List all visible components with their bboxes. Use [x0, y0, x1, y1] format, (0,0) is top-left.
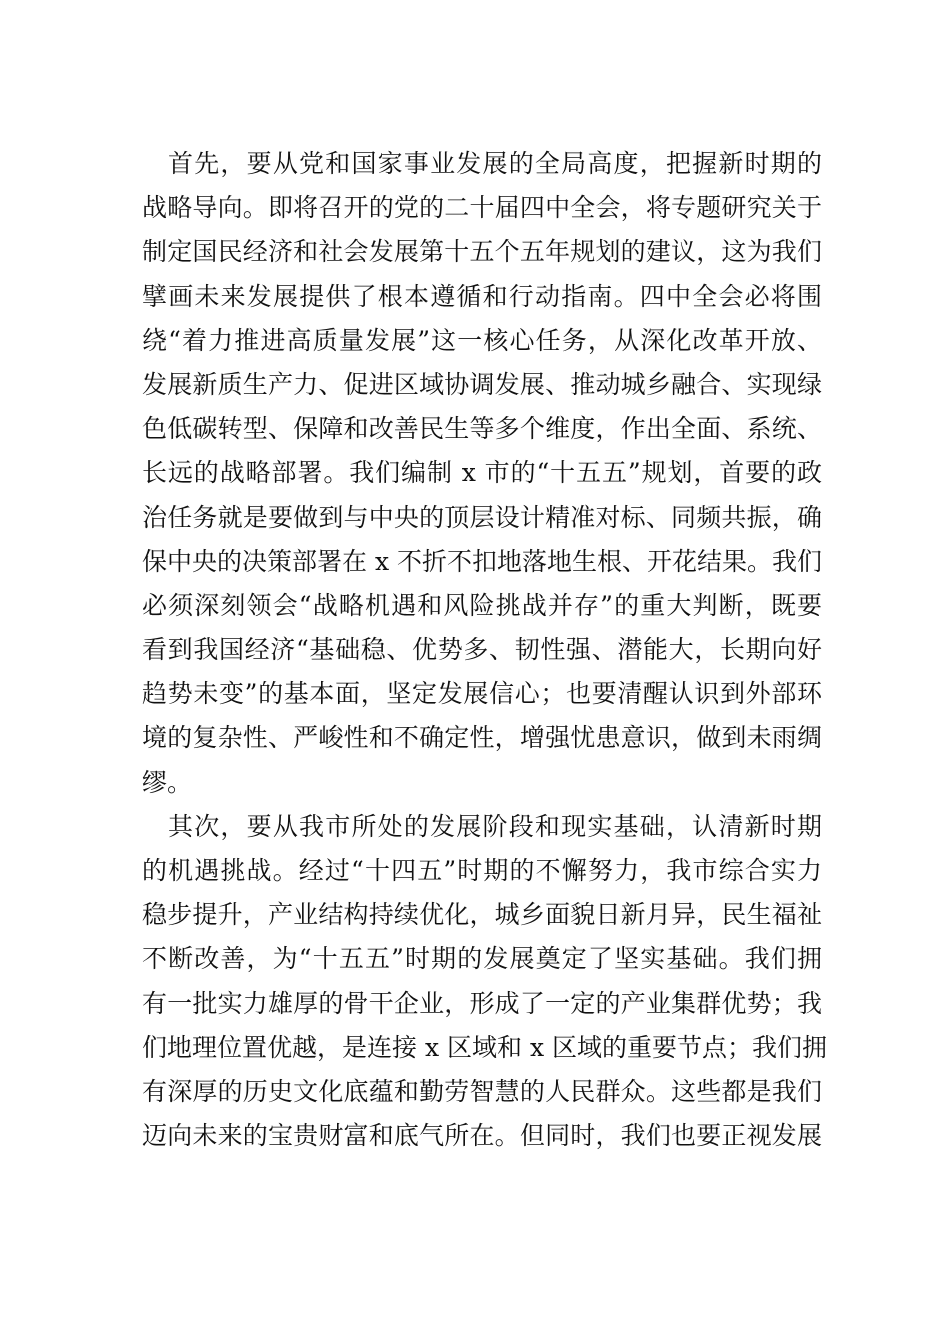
text-line: 们地理位置优越，是连接 x 区域和 x 区域的重要节点；我们拥: [142, 1032, 827, 1062]
text-line: 有深厚的历史文化底蕴和勤劳智慧的人民群众。这些都是我们: [142, 1076, 822, 1106]
text-line: 有一批实力雄厚的骨干企业，形成了一定的产业集群优势；我: [142, 988, 822, 1018]
text-line: 战略导向。即将召开的党的二十届四中全会，将专题研究关于: [142, 193, 822, 223]
paragraph-2: [142, 805, 827, 1159]
text-line: 绕“着力推进高质量发展”这一核心任务，从深化改革开放、: [142, 325, 822, 355]
text-line: 缪。: [142, 767, 193, 797]
text-line: 境的复杂性、严峻性和不确定性，增强忧患意识，做到未雨绸: [142, 723, 822, 753]
text-line: 看到我国经济“基础稳、优势多、韧性强、潜能大，长期向好: [142, 635, 822, 665]
text-line: 制定国民经济和社会发展第十五个五年规划的建议，这为我们: [142, 237, 822, 267]
paragraph-1: [142, 142, 822, 805]
text-line: 首先，要从党和国家事业发展的全局高度，把握新时期的: [168, 149, 822, 178]
text-line: 迈向未来的宝贵财富和底气所在。但同时，我们也要正视发展: [142, 1121, 822, 1151]
text-line: 的机遇挑战。经过“十四五”时期的不懈努力，我市综合实力: [142, 856, 822, 885]
text-line: 长远的战略部署。我们编制 x 市的“十五五”规划，首要的政: [142, 458, 822, 488]
text-line: 擘画未来发展提供了根本遵循和行动指南。四中全会必将围: [142, 281, 822, 311]
text-line: 不断改善，为“十五五”时期的发展奠定了坚实基础。我们拥: [142, 944, 822, 974]
text-line: 趋势未变”的基本面，坚定发展信心；也要清醒认识到外部环: [142, 679, 822, 709]
text-line: 保中央的决策部署在 x 不折不扣地落地生根、开花结果。我们: [142, 546, 822, 576]
document-body: [142, 142, 827, 1158]
text-line: 稳步提升，产业结构持续优化，城乡面貌日新月异，民生福祉: [142, 900, 822, 930]
text-line: 其次，要从我市所处的发展阶段和现实基础，认清新时期: [168, 811, 822, 841]
text-line: 治任务就是要做到与中央的顶层设计精准对标、同频共振，确: [142, 502, 822, 532]
text-line: 色低碳转型、保障和改善民生等多个维度，作出全面、系统、: [142, 414, 822, 444]
text-line: 发展新质生产力、促进区域协调发展、推动城乡融合、实现绿: [142, 369, 822, 399]
text-line: 必须深刻领会“战略机遇和风险挑战并存”的重大判断，既要: [142, 590, 822, 620]
